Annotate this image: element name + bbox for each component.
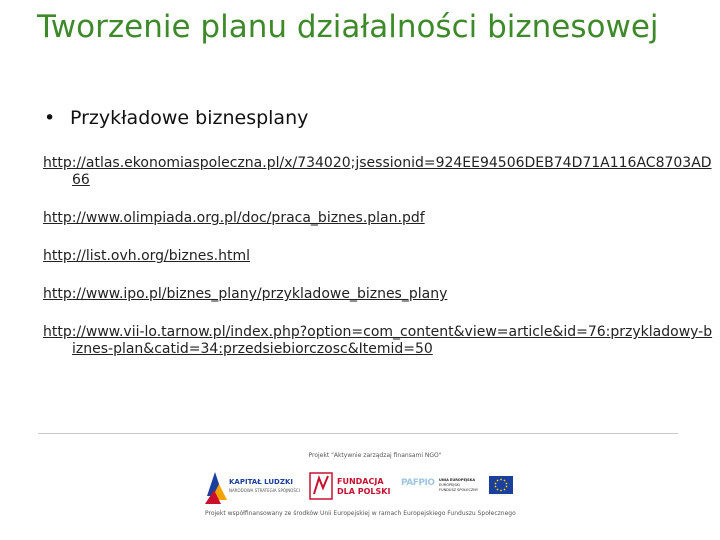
kapital-ludzki-title: KAPITAŁ LUDZKI [229,478,293,486]
eu-flag-icon [489,476,513,494]
eu-line3: FUNDUSZ SPOŁECZNY [439,488,479,492]
kapital-ludzki-emblem-icon [205,466,295,506]
kapital-ludzki-logo [205,466,300,506]
bullet-text: Przykładowe biznesplany [70,107,309,129]
link-list-ovh[interactable]: http://list.ovh.org/biznes.html [43,248,250,264]
fundacja-logo [309,466,391,506]
footer-cofunding-note: Projekt współfinansowany ze środków Unii Europejskiej w ramach Europejskiego Funduszu Społecznego [205,510,516,517]
footer-divider [38,433,678,434]
pafpio-wordmark: PAFPIO [401,478,435,488]
fundacja-line1: FUNDACJA [337,477,384,486]
link-olimpiada[interactable]: http://www.olimpiada.org.pl/doc/praca_biznes.plan.pdf [43,210,425,226]
footer-logos [205,466,515,506]
link-list [43,155,713,379]
slide-title: Tworzenie planu działalności biznesowej [37,9,659,45]
kapital-ludzki-subtitle: NARODOWA STRATEGIA SPÓJNOŚCI [229,488,300,493]
footer-project-name: Projekt "Aktywnie zarządzaj finansami NGO" [308,452,442,459]
eu-line1: UNIA EUROPEJSKA [439,478,476,482]
fundacja-line2: DLA POLSKI [337,487,391,496]
eu-logo [439,466,515,506]
link-vii-lo[interactable]: http://www.vii-lo.tarnow.pl/index.php?option=com_content&view=article&id=76:przykladowy-biznes-plan&catid=34:przedsiebiorczosc&Itemid=50 [43,324,713,357]
link-atlas[interactable]: http://atlas.ekonomiaspoleczna.pl/x/734020;jsessionid=924EE94506DEB74D71A116AC8703AD66 [43,155,712,188]
eu-line2: EUROPEJSKI [439,483,460,487]
fundacja-emblem-icon [309,472,333,500]
link-ipo[interactable]: http://www.ipo.pl/biznes_plany/przykladowe_biznes_plany [43,286,448,302]
bullet-dot: • [44,107,56,129]
pafpio-logo [399,466,435,506]
bullet-item [44,105,308,131]
